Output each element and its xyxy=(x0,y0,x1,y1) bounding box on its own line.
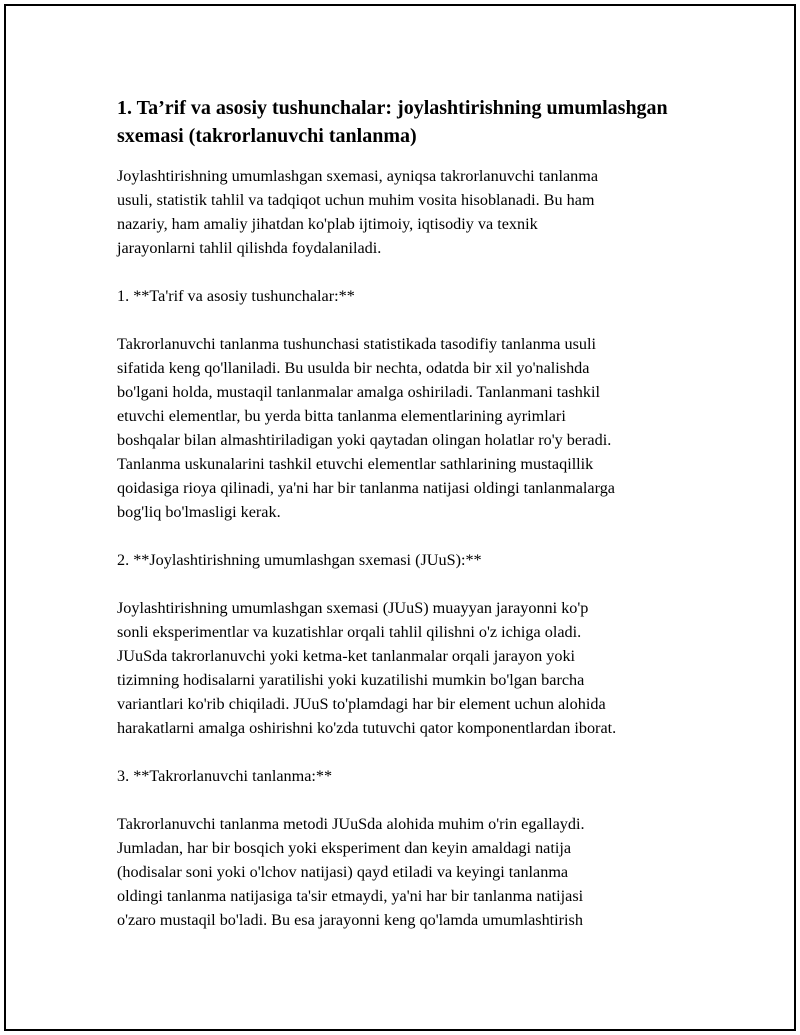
section-paragraph-1: Takrorlanuvchi tanlanma tushunchasi statistikada tasodifiy tanlanma usuli sifatida keng qo'llaniladi. Bu usulda bir nechta, odatda bir xil yo'nalishda bo'lgani holda, mustaqil tanlanmalar amalga oshiriladi. Tanlanmani tashkil etuvchi elementlar, bu yerda bitta tanlanma elementlarining ayrimlari boshqalar bilan almashtiriladigan yoki qaytadan olingan holatlar ro'y beradi. Tanlanma uskunalarini tashkil etuvchi elementlar sathlarining mustaqillik qoidasiga rioya qilinadi, ya'ni har bir tanlanma natijasi oldingi tanlanmalarga bog'liq bo'lmasligi kerak. xyxy=(117,335,615,521)
section-paragraph-3: Takrorlanuvchi tanlanma metodi JUuSda alohida muhim o'rin egallaydi. Jumladan, har bir bosqich yoki eksperiment dan keyin amaldagi natija (hodisalar soni yoki o'lchov natijasi) qayd etiladi va keyingi tanlanma oldingi tanlanma natijasiga ta'sir etmaydi, ya'ni har bir tanlanma natijasi o'zaro mustaqil bo'ladi. Bu esa jarayonni keng qo'lamda umumlashtirish xyxy=(117,815,585,929)
section-paragraph-2: Joylashtirishning umumlashgan sxemasi (JUuS) muayyan jarayonni ko'p sonli eksperimentlar va kuzatishlar orqali tahlil qilishni o'z ichiga oladi. JUuSda takrorlanuvchi yoki ketma-ket tanlanmalar orqali jarayon yoki tizimning hodisalarni yaratilishi yoki kuzatilishi mumkin bo'lgan barcha variantlari ko'rib chiqiladi. JUuS to'plamdagi har bir element uchun alohida harakatlarni amalga oshirishni ko'zda tutuvchi qator komponentlardan iborat. xyxy=(117,599,617,737)
intro-paragraph: Joylashtirishning umumlashgan sxemasi, ayniqsa takrorlanuvchi tanlanma usuli, statistik tahlil va tadqiqot uchun muhim vosita hisoblanadi. Bu ham nazariy, ham amaliy jihatdan ko'plab ijtimoiy, iqtisodiy va texnik jarayonlarni tahlil qilishda foydalaniladi. xyxy=(117,167,599,257)
section-heading-3: 3. **Takrorlanuvchi tanlanma:** xyxy=(117,767,333,785)
section-heading-2: 2. **Joylashtirishning umumlashgan sxemasi (JUuS):** xyxy=(117,551,482,569)
document-body xyxy=(117,94,692,956)
section-heading-1: 1. **Ta'rif va asosiy tushunchalar:** xyxy=(117,287,355,305)
document-title: 1. Ta’rif va asosiy tushunchalar: joylashtirishning umumlashgan sxemasi (takrorlanuvchi tanlanma) xyxy=(117,97,668,147)
